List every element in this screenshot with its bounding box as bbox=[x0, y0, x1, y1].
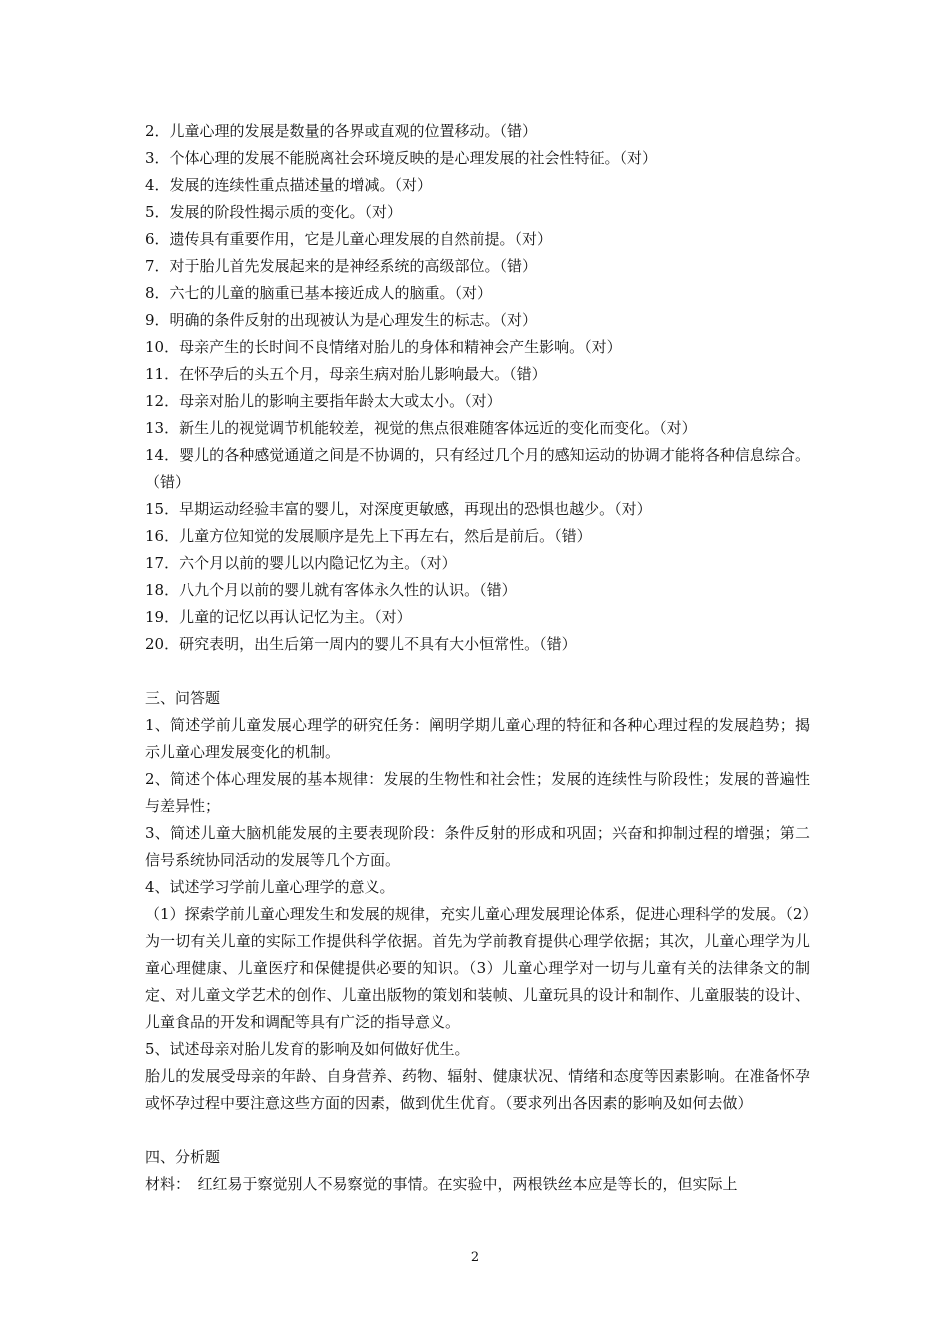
list-item: 7．对于胎儿首先发展起来的是神经系统的高级部位。（错） bbox=[145, 257, 538, 275]
analysis-material: 材料： 红红易于察觉别人不易察觉的事情。在实验中，两根铁丝本应是等长的，但实际上 bbox=[145, 1175, 738, 1193]
list-item: 15．早期运动经验丰富的婴儿，对深度更敏感，再现出的恐惧也越少。（对） bbox=[145, 500, 652, 518]
question-4-answer: （1）探索学前儿童心理发生和发展的规律，充实儿童心理发展理论体系，促进心理科学的发展。（2）为一切有关儿童的实际工作提供科学依据。首先为学前教育提供心理学依据；其次，儿童心理学为儿童心理健康、儿童医疗和保健提供必要的知识。（3）儿童心理学对一切与儿童有关的法律条文的制定、对儿童文学艺术的创作、儿童出版物的策划和装帧、儿童玩具的设计和制作、儿童服装的设计、儿童食品的开发和调配等具有广泛的指导意义。 bbox=[145, 905, 810, 1031]
list-item: 10．母亲产生的长时间不良情绪对胎儿的身体和精神会产生影响。（对） bbox=[145, 338, 622, 356]
question-3: 3、简述儿童大脑机能发展的主要表现阶段：条件反射的形成和巩固；兴奋和抑制过程的增强；第二信号系统协同活动的发展等几个方面。 bbox=[145, 824, 810, 869]
section-spacer bbox=[145, 658, 810, 685]
list-item: 19．儿童的记忆以再认记忆为主。（对） bbox=[145, 608, 412, 626]
list-item: 4．发展的连续性重点描述量的增减。（对） bbox=[145, 176, 433, 194]
list-item: 17．六个月以前的婴儿以内隐记忆为主。（对） bbox=[145, 554, 457, 572]
question-5-answer: 胎儿的发展受母亲的年龄、自身营养、药物、辐射、健康状况、情绪和态度等因素影响。在准备怀孕或怀孕过程中要注意这些方面的因素，做到优生优育。（要求列出各因素的影响及如何去做） bbox=[145, 1067, 810, 1112]
list-item: 3．个体心理的发展不能脱离社会环境反映的是心理发展的社会性特征。（对） bbox=[145, 149, 658, 167]
list-item: 5．发展的阶段性揭示质的变化。（对） bbox=[145, 203, 403, 221]
list-item: 13．新生儿的视觉调节机能较差，视觉的焦点很难随客体远近的变化而变化。（对） bbox=[145, 419, 697, 437]
list-item: 20．研究表明，出生后第一周内的婴儿不具有大小恒常性。（错） bbox=[145, 635, 577, 653]
question-4: 4、试述学习学前儿童心理学的意义。 bbox=[145, 878, 395, 896]
list-item: 8．六七的儿童的脑重已基本接近成人的脑重。（对） bbox=[145, 284, 493, 302]
question-1: 1、简述学前儿童发展心理学的研究任务：阐明学期儿童心理的特征和各种心理过程的发展趋势；揭示儿童心理发展变化的机制。 bbox=[145, 716, 810, 761]
section-qa bbox=[145, 685, 810, 1117]
list-item: 12．母亲对胎儿的影响主要指年龄太大或太小。（对） bbox=[145, 392, 502, 410]
list-item: 18．八九个月以前的婴儿就有客体永久性的认识。（错） bbox=[145, 581, 517, 599]
list-item: 16．儿童方位知觉的发展顺序是先上下再左右，然后是前后。（错） bbox=[145, 527, 592, 545]
list-item: 2．儿童心理的发展是数量的各界或直观的位置移动。（错） bbox=[145, 122, 538, 140]
section-spacer bbox=[145, 1117, 810, 1144]
section-heading: 四、分析题 bbox=[145, 1148, 221, 1166]
list-item: 6．遗传具有重要作用，它是儿童心理发展的自然前提。（对） bbox=[145, 230, 553, 248]
section-heading: 三、问答题 bbox=[145, 689, 221, 707]
true-false-list bbox=[145, 118, 810, 658]
section-analysis bbox=[145, 1144, 810, 1198]
question-2: 2、简述个体心理发展的基本规律：发展的生物性和社会性；发展的连续性与阶段性；发展的普遍性与差异性； bbox=[145, 770, 810, 815]
document-page bbox=[145, 118, 810, 1198]
list-item: 9．明确的条件反射的出现被认为是心理发生的标志。（对） bbox=[145, 311, 538, 329]
list-item: 11．在怀孕后的头五个月，母亲生病对胎儿影响最大。（错） bbox=[145, 365, 547, 383]
list-item: 14．婴儿的各种感觉通道之间是不协调的，只有经过几个月的感知运动的协调才能将各种信息综合。（错） bbox=[145, 446, 810, 491]
question-5: 5、试述母亲对胎儿发育的影响及如何做好优生。 bbox=[145, 1040, 470, 1058]
page-number: 2 bbox=[470, 1250, 480, 1265]
